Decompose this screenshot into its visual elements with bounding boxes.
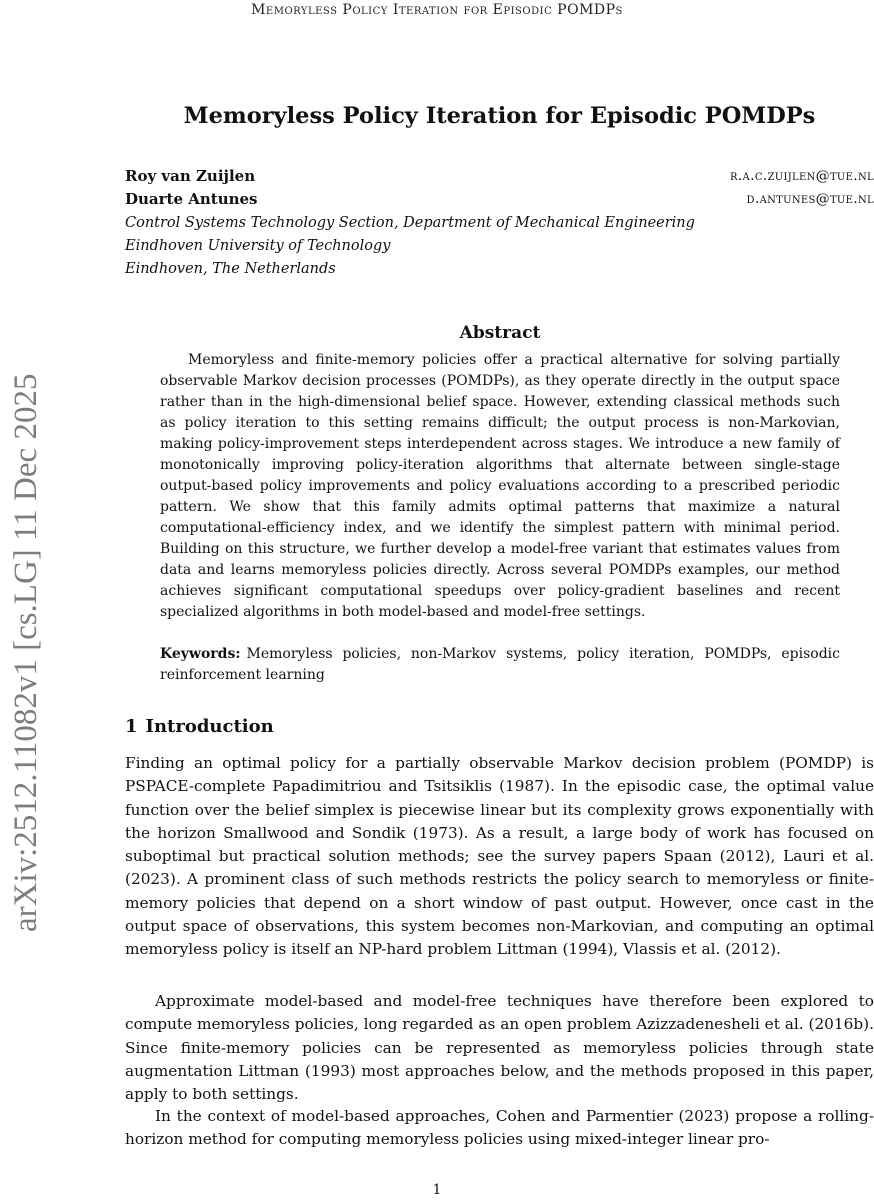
paper-title: Memoryless Policy Iteration for Episodic POMDPs: [183, 103, 816, 129]
affiliation-line: Eindhoven, The Netherlands: [125, 261, 336, 277]
section-heading: [125, 713, 874, 741]
keywords-label: Keywords:: [160, 646, 241, 662]
author-name: Roy van Zuijlen: [125, 167, 256, 185]
page-number: 1: [432, 1182, 442, 1198]
keywords: [160, 644, 840, 686]
paragraph: Approximate model-based and model-free techniques have therefore been explored to compute memoryless policies, long regarded as an open problem Azizzadenesheli et al. (2016b). Since finite-memory policies can be represented as memoryless policies through state augmentation Littman (1993) most approaches below, and the methods proposed in this paper, apply to both settings.: [125, 992, 874, 1104]
author-name: Duarte Antunes: [125, 190, 258, 208]
author-email: r.a.c.zuijlen@tue.nl: [729, 168, 874, 184]
author-row-1: [125, 164, 874, 188]
paragraph: Finding an optimal policy for a partially observable Markov decision problem (POMDP) is PSPACE-complete Papadimitriou and Tsitsiklis (1987). In the episodic case, the optimal value function over the belief simplex is piecewise linear but its complexity grows exponentially with the horizon Smallwood and Sondik (1973). As a result, a large body of work has focused on suboptimal but practical solution methods; see the survey papers Spaan (2012), Lauri et al. (2023). A prominent class of such methods restricts the policy search to memoryless or finite-memory policies that depend on a short window of past output. However, once cast in the output space of observations, this system becomes non-Markovian, and computing an optimal memoryless policy is itself an NP-hard problem Littman (1994), Vlassis et al. (2012).: [125, 754, 874, 959]
author-row-2: [125, 187, 874, 211]
arxiv-identifier: arXiv:2512.11082v1 [cs.LG] 11 Dec 2025: [8, 373, 44, 932]
author-email: d.antunes@tue.nl: [746, 191, 874, 207]
section-title: Introduction: [145, 716, 274, 737]
affiliation-line: Control Systems Technology Section, Department of Mechanical Engineering: [125, 215, 695, 231]
running-head: Memoryless Policy Iteration for Episodic POMDPs: [251, 2, 623, 18]
affiliation-line: Eindhoven University of Technology: [125, 238, 391, 254]
section-number: 1: [125, 716, 138, 737]
keywords-list: Memoryless policies, non-Markov systems, policy iteration, POMDPs, episodic reinforcement learning: [160, 646, 840, 683]
abstract-text: Memoryless and finite-memory policies offer a practical alternative for solving partially observable Markov decision processes (POMDPs), as they operate directly in the output space rather than in the high-dimensional belief space. However, extending classical methods such as policy iteration to this setting remains difficult; the output process is non-Markovian, making policy-improvement steps interdependent across stages. We introduce a new family of monotonically improving policy-iteration algorithms that alternate between single-stage output-based policy improvements and policy evaluations according to a prescribed periodic pattern. We show that this family admits optimal patterns that maximize a natural computational-efficiency index, and we identify the simplest pattern with minimal period. Building on this structure, we further develop a model-free variant that estimates values from data and learns memoryless policies directly. Across several POMDPs examples, our method achieves significant computational speedups over policy-gradient baselines and recent specialized algorithms in both model-based and model-free settings.: [160, 352, 840, 620]
paragraph: In the context of model-based approaches, Cohen and Parmentier (2023) propose a rolling-horizon method for computing memoryless policies using mixed-integer linear pro-: [125, 1107, 874, 1149]
abstract-heading: Abstract: [459, 323, 541, 343]
